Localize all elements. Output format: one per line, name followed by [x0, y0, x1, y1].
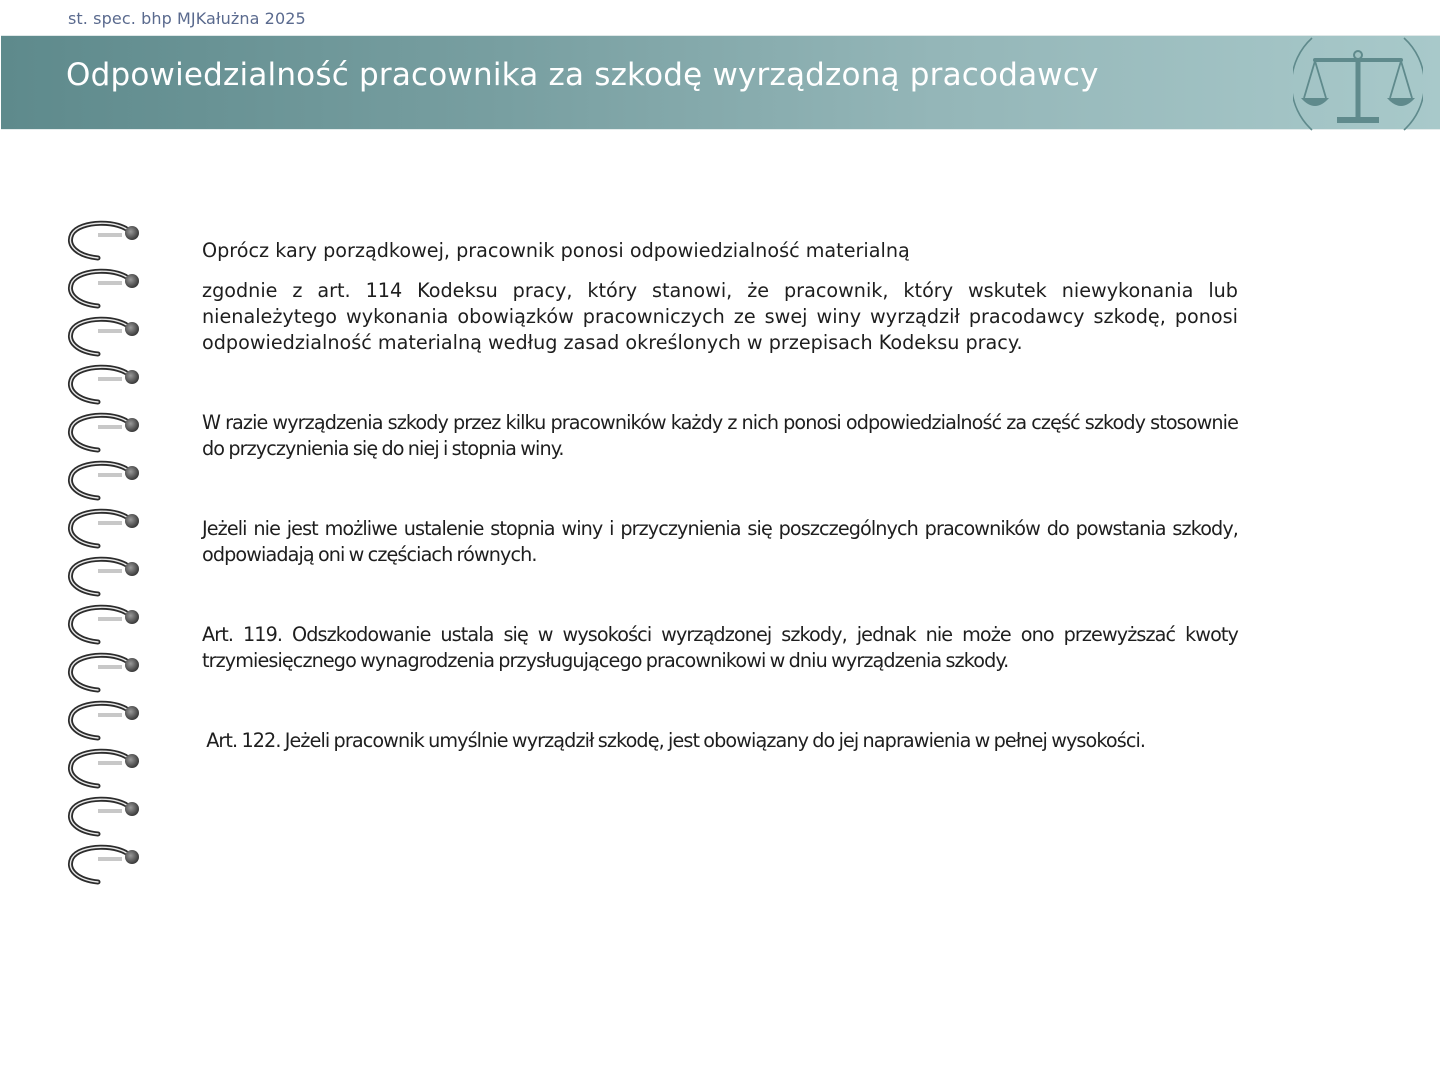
paragraph-art-122: Art. 122. Jeżeli pracownik umyślnie wyrządził szkodę, jest obowiązany do jej naprawienia w pełnej wysokości.	[202, 729, 1146, 752]
paragraph-multiple-employees: W razie wyrządzenia szkody przez kilku pracowników każdy z nich ponosi odpowiedzialność za część szkody stosownie do przyczynienia się do niej i stopnia winy.	[202, 411, 1238, 460]
spiral-ring-icon	[64, 842, 146, 890]
spiral-binding	[64, 218, 146, 890]
scales-of-justice-icon	[1293, 34, 1423, 134]
page-title: Odpowiedzialność pracownika za szkodę wyrządzoną pracodawcy	[66, 57, 1099, 93]
spiral-ring-icon	[64, 554, 146, 602]
spiral-ring-icon	[64, 602, 146, 650]
spiral-ring-icon	[64, 362, 146, 410]
spiral-ring-icon	[64, 458, 146, 506]
paragraph-equal-shares: Jeżeli nie jest możliwe ustalenie stopnia winy i przyczynienia się poszczególnych pracowników do powstania szkody, odpowiadają oni w częściach równych.	[202, 517, 1238, 566]
paragraph-art-114: zgodnie z art. 114 Kodeksu pracy, który stanowi, że pracownik, który wskutek niewykonania lub nienależytego wykonania obowiązków pracowniczych ze swej winy wyrządził pracodawcy szkodę, ponosi odpowiedzialność materialną według zasad określonych w przepisach Kodeksu pracy.	[202, 279, 1238, 354]
spiral-ring-icon	[64, 314, 146, 362]
spiral-ring-icon	[64, 746, 146, 794]
spiral-ring-icon	[64, 266, 146, 314]
author-note: st. spec. bhp MJKałużna 2025	[68, 9, 306, 28]
spiral-ring-icon	[64, 410, 146, 458]
content-body	[202, 238, 1238, 754]
paragraph-art-119: Art. 119. Odszkodowanie ustala się w wysokości wyrządzonej szkody, jednak nie może ono przewyższać kwoty trzymiesięcznego wynagrodzenia przysługującego pracownikowi w dniu wyrządzenia szkody.	[202, 623, 1238, 672]
paragraph-intro: Oprócz kary porządkowej, pracownik ponosi odpowiedzialność materialną	[202, 239, 910, 262]
spiral-ring-icon	[64, 650, 146, 698]
spiral-ring-icon	[64, 506, 146, 554]
spiral-ring-icon	[64, 794, 146, 842]
spiral-ring-icon	[64, 218, 146, 266]
spiral-ring-icon	[64, 698, 146, 746]
